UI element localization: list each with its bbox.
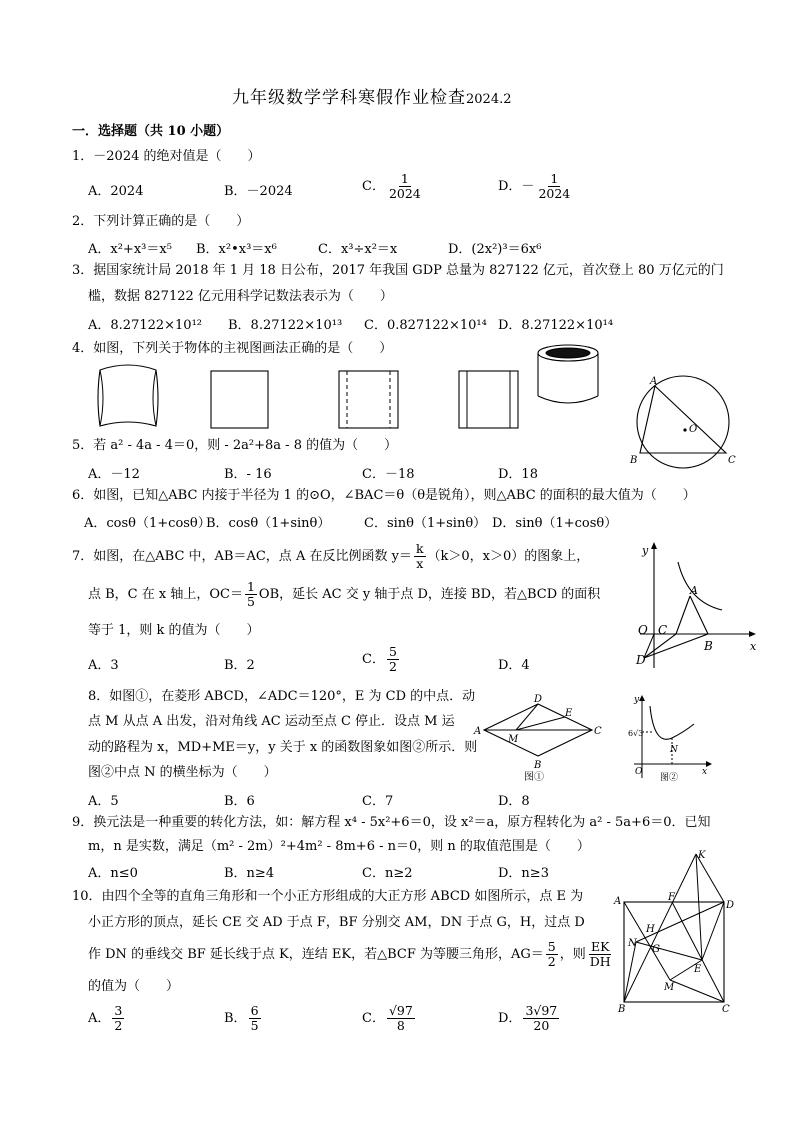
label-a: A <box>650 376 658 387</box>
q7-option-d: D．4 <box>498 658 530 673</box>
date: 2024.2 <box>466 92 512 107</box>
q9-option-d: D．n≥3 <box>498 866 549 881</box>
svg-text:B: B <box>704 639 713 653</box>
svg-text:F: F <box>668 892 675 903</box>
q10-option-d: D． $\frac{3√97}{20}$ <box>498 1003 558 1033</box>
svg-text:K: K <box>698 850 706 861</box>
q10-option-c: C． $\frac{√97}{8}$ <box>362 1003 413 1033</box>
q9-option-a: A．n≤0 <box>88 866 138 881</box>
q3-line1: 3．据国家统计局 2018 年 1 月 18 日公布，2017 年我国 GDP 总量为 827122 亿元，首次登上 80 万亿元的门 <box>72 263 724 278</box>
q2-option-a: A．x²+x³＝x⁵ <box>88 242 172 257</box>
q5-option-d: D．18 <box>498 467 538 482</box>
q1-option-c: C． $\frac{1}{2024}$ <box>362 171 421 201</box>
q5-option-b: B．- 16 <box>224 467 272 482</box>
q5-option-c: C．－18 <box>362 467 415 482</box>
q3-line2: 槛，数据 827122 亿元用科学记数法表示为（ ） <box>88 289 393 304</box>
svg-text:x: x <box>702 767 708 777</box>
svg-text:E: E <box>694 964 702 975</box>
q8-line1: 8．如图①，在菱形 ABCD，∠ADC＝120°，E 为 CD 的中点．动 <box>88 689 476 704</box>
q9-line2: m，n 是实数，满足（m² - 2m）²+4m² - 8m+6 - n＝0，则 n 的取值范围是（ ） <box>88 839 590 854</box>
label-b: B <box>630 455 638 466</box>
q8-line2: 点 M 从点 A 出发，沿对角线 AC 运动至点 C 停止．设点 M 运 <box>88 714 455 729</box>
svg-text:E: E <box>565 708 573 719</box>
svg-text:M: M <box>508 734 519 745</box>
q6-circle-figure <box>628 372 738 468</box>
sqrt-label: 6√3 <box>628 729 644 738</box>
svg-text:A: A <box>474 726 482 737</box>
q8-option-c: C．7 <box>362 794 394 809</box>
q6-option-a: A．cosθ（1+cosθ） <box>84 516 211 531</box>
q10-line2: 小正方形的顶点，延长 CE 交 AD 于点 F，BF 分别交 AM，DN 于点 G，H，过点 D <box>88 915 585 930</box>
q4-view-c <box>338 370 400 430</box>
q7-line3: 等于 1，则 k 的值为（ ） <box>88 623 260 638</box>
fig1-caption: 图① <box>524 772 544 783</box>
q10-square-figure <box>614 846 744 1015</box>
q6-option-d: D．sinθ（1+cosθ） <box>492 516 618 531</box>
q4-view-b <box>210 370 270 430</box>
q5-stem: 5．若 a² - 4a - 4＝0，则 - 2a²+8a - 8 的值为（ ） <box>72 438 398 453</box>
q10-option-a: A． $\frac{3}{2}$ <box>88 1003 123 1033</box>
svg-text:A: A <box>690 584 698 597</box>
q2-option-d: D．(2x²)³＝6x⁶ <box>448 242 542 257</box>
q6-option-b: B．cosθ（1+sinθ） <box>206 516 331 531</box>
q7-option-a: A．3 <box>88 658 119 673</box>
svg-text:A: A <box>614 896 622 907</box>
q7-coordinate-figure <box>630 540 760 670</box>
q1-stem: 1．－2024 的绝对值是（ ） <box>72 149 261 164</box>
q1-option-d: D．－ $\frac{1}{2024}$ <box>498 171 571 201</box>
q4-stem: 4．如图，下列关于物体的主视图画法正确的是（ ） <box>72 341 393 356</box>
svg-text:G: G <box>652 944 660 955</box>
q8-rhombus-figure <box>472 692 604 782</box>
q3-option-b: B．8.27122×10¹³ <box>228 318 343 333</box>
q7-option-c: C． $\frac{5}{2}$ <box>362 644 397 674</box>
q7-line2: 点 B，C 在 x 轴上，OC＝ $\frac{1}{5}$ OB，延长 AC 交 y 轴于点 D，连接 BD，若△BCD 的面积 <box>88 579 601 609</box>
q9-option-c: C．n≥2 <box>362 866 413 881</box>
q10-line4: 的值为（ ） <box>88 979 180 994</box>
q8-option-b: B．6 <box>224 794 255 809</box>
q5-option-a: A．－12 <box>88 467 140 482</box>
svg-text:D: D <box>636 653 646 667</box>
q8-line3: 动的路程为 x，MD+ME＝y，y 关于 x 的函数图象如图②所示．则 <box>88 740 478 755</box>
svg-text:H: H <box>646 924 655 935</box>
svg-text:x: x <box>750 640 757 653</box>
svg-text:B: B <box>618 1004 626 1015</box>
q3-option-d: D．8.27122×10¹⁴ <box>498 318 614 333</box>
q4-view-a <box>98 366 160 430</box>
svg-text:y: y <box>642 544 649 557</box>
q3-option-c: C．0.827122×10¹⁴ <box>364 318 487 333</box>
svg-text:N: N <box>628 938 637 949</box>
label-o: O <box>689 424 698 435</box>
q4-view-d <box>458 370 520 430</box>
svg-text:y: y <box>634 695 640 705</box>
svg-text:N: N <box>670 745 678 755</box>
q10-line3: 作 DN 的垂线交 BF 延长线于点 K，连结 EK，若△BCF 为等腰三角形，AG＝ $\frac{5}{2}$ ，则 $\frac{EK}{DH}$ <box>88 939 611 969</box>
q4-cylinder-object <box>536 344 602 406</box>
q1-option-a: A．2024 <box>88 184 144 199</box>
q8-graph-figure <box>628 694 714 782</box>
svg-text:C: C <box>722 1004 730 1015</box>
label-c: C <box>728 455 736 466</box>
page-title: 九年级数学学科寒假作业检查2024.2 <box>232 88 512 108</box>
q10-option-b: B． $\frac{6}{5}$ <box>224 1003 259 1033</box>
q6-option-c: C．sinθ（1+sinθ） <box>364 516 487 531</box>
q9-line1: 9．换元法是一种重要的转化方法，如：解方程 x⁴ - 5x²+6＝0，设 x²＝a，原方程转化为 a² - 5a+6＝0．已知 <box>72 815 711 830</box>
svg-text:D: D <box>726 900 735 911</box>
svg-text:O: O <box>635 767 643 777</box>
svg-text:C: C <box>594 726 602 737</box>
fig2-caption: 图② <box>660 773 679 783</box>
q8-line4: 图②中点 N 的横坐标为（ ） <box>88 765 277 780</box>
q1-option-b: B．－2024 <box>224 184 293 199</box>
q2-option-c: C．x³÷x²＝x <box>318 242 398 257</box>
q8-option-a: A．5 <box>88 794 119 809</box>
q9-option-b: B．n≥4 <box>224 866 275 881</box>
svg-text:M: M <box>664 982 675 993</box>
q7-option-b: B．2 <box>224 658 255 673</box>
svg-text:O: O <box>638 623 648 637</box>
q10-line1: 10．由四个全等的直角三角形和一个小正方形组成的大正方形 ABCD 如图所示，点 E 为 <box>72 889 584 904</box>
svg-text:D: D <box>534 694 543 705</box>
svg-text:C: C <box>658 623 668 637</box>
q6-stem: 6．如图，已知△ABC 内接于半径为 1 的⊙O，∠BAC＝θ（θ是锐角），则△ABC 的面积的最大值为（ ） <box>72 488 696 503</box>
svg-text:B: B <box>534 760 542 771</box>
q2-option-b: B．x²•x³＝x⁶ <box>196 242 277 257</box>
section-heading: 一．选择题（共 10 小题） <box>72 124 230 139</box>
q8-option-d: D．8 <box>498 794 530 809</box>
q2-stem: 2．下列计算正确的是（ ） <box>72 214 250 229</box>
q7-line1: 7．如图，在△ABC 中，AB＝AC，点 A 在反比例函数 y＝ $\frac{k}{x}$ （k＞0，x＞0）的图象上， <box>72 541 590 571</box>
q3-option-a: A．8.27122×10¹² <box>88 318 203 333</box>
